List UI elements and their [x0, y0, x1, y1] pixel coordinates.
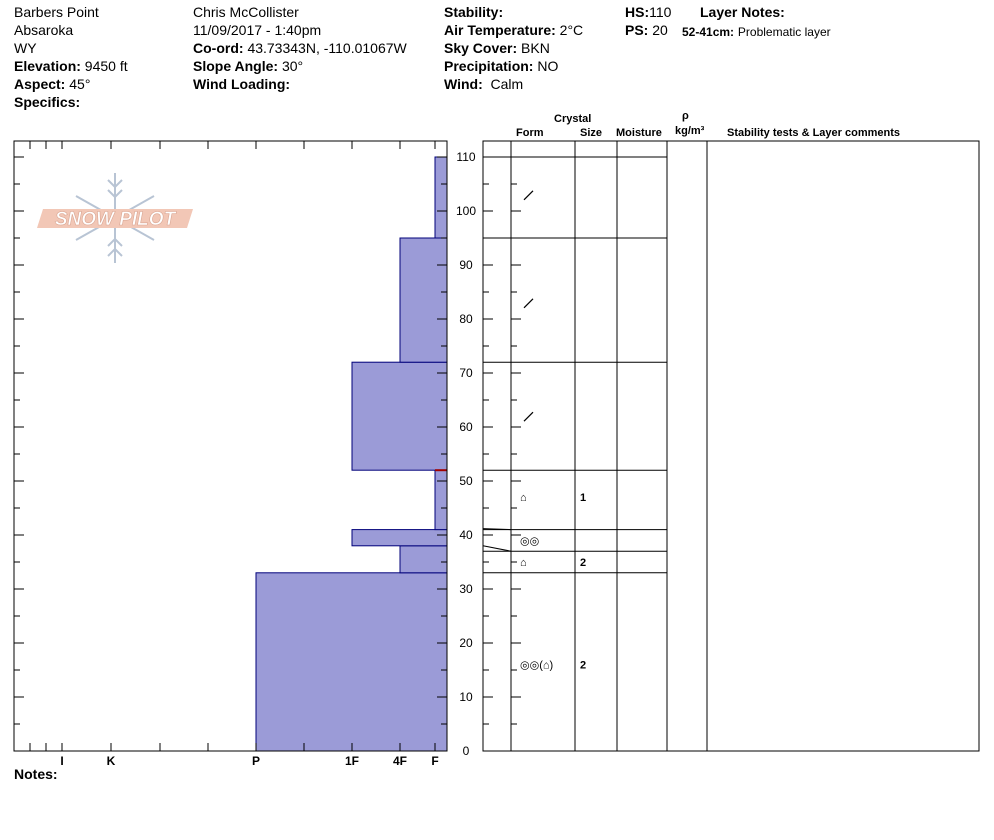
observer-name: Chris McCollister: [193, 4, 299, 20]
aspect-label: Aspect:: [14, 76, 66, 92]
location-name: Barbers Point: [14, 4, 99, 20]
rho-header: ρ: [682, 110, 689, 122]
elevation-label: Elevation:: [14, 58, 81, 74]
specifics-label: Specifics:: [14, 94, 81, 110]
hardness-bar: [400, 546, 447, 573]
hardness-bar: [400, 238, 447, 362]
layer-note-text: Problematic layer: [737, 25, 831, 39]
notes-label: Notes:: [14, 766, 58, 782]
hardness-tick-label: P: [251, 754, 261, 768]
wind-value: Calm: [490, 76, 524, 92]
wind-label: Wind:: [444, 76, 483, 92]
depth-tick-label: 40: [459, 528, 473, 542]
stability-tests-header: Stability tests & Layer comments: [727, 127, 901, 139]
grain-size-label: 2: [580, 557, 587, 569]
precip-label: Precipitation:: [444, 58, 534, 74]
grain-form-symbol: ⌂: [520, 557, 527, 569]
grain-size-label: 1: [580, 492, 587, 505]
decomposing-fragments-symbol: [524, 299, 533, 308]
air-temp-value: 2°C: [559, 22, 584, 38]
layer-table-frame: [483, 141, 979, 751]
hardness-bar: [435, 157, 447, 238]
decomposing-fragments-symbol: [524, 191, 533, 200]
aspect-value: 45°: [69, 76, 91, 92]
observation-datetime: 11/09/2017 - 1:40pm: [193, 22, 322, 38]
hardness-bar: [352, 530, 447, 546]
hardness-tick-label: F: [431, 754, 439, 768]
stability-label: Stability:: [444, 4, 504, 20]
slope-value: 30°: [281, 58, 304, 74]
density-unit-header: kg/m³: [675, 125, 705, 137]
grain-form-symbol: ◎◎(⌂): [520, 659, 554, 672]
hs-value: 110: [649, 4, 672, 20]
slope-label: Slope Angle:: [193, 58, 279, 74]
depth-tick-label: 50: [459, 474, 473, 488]
hs-label: HS:: [625, 4, 650, 20]
hardness-tick-label: 4F: [392, 754, 408, 768]
precip-value: NO: [537, 58, 559, 74]
coord-value: 43.73343N, -110.01067W: [247, 40, 407, 56]
hardness-tick-label: I: [60, 754, 64, 768]
ps-value: 20: [652, 22, 668, 38]
depth-tick-label: 0: [462, 744, 470, 758]
hardness-bar: [352, 362, 447, 470]
ps-label: PS:: [625, 22, 649, 38]
mountain-range: Absaroka: [14, 22, 74, 38]
sky-value: BKN: [521, 40, 550, 56]
state: WY: [14, 40, 37, 56]
depth-tick-label: 110: [456, 150, 476, 164]
depth-tick-label: 20: [459, 636, 473, 650]
air-temp-label: Air Temperature:: [444, 22, 556, 38]
depth-tick-label: 90: [459, 258, 473, 272]
grain-form-symbol: ⌂: [520, 492, 527, 505]
layer-connector-line: [483, 546, 511, 551]
grain-form-symbol: ◎◎: [520, 535, 540, 548]
decomposing-fragments-symbol: [524, 412, 533, 421]
size-header: Size: [580, 127, 603, 139]
depth-tick-label: 30: [459, 582, 473, 596]
depth-tick-label: 100: [455, 204, 477, 218]
hardness-bar: [256, 573, 447, 751]
elevation-value: 9450 ft: [84, 58, 128, 74]
hardness-tick-label: K: [106, 754, 116, 768]
crystal-header: Crystal: [554, 113, 592, 125]
depth-tick-label: 80: [459, 312, 473, 326]
form-header: Form: [516, 127, 544, 139]
logo-text: SNOW PILOT: [54, 209, 176, 230]
snowpilot-logo: [37, 173, 193, 263]
coord-label: Co-ord:: [193, 40, 244, 56]
grain-size-label: 2: [580, 659, 587, 672]
hardness-tick-label: 1F: [344, 754, 360, 768]
depth-tick-label: 70: [459, 366, 473, 380]
depth-tick-label: 60: [459, 420, 473, 434]
moisture-header: Moisture: [616, 127, 662, 139]
wind-loading-label: Wind Loading:: [193, 76, 291, 92]
hardness-bar: [435, 470, 447, 529]
layer-note-range: 52-41cm:: [682, 25, 735, 39]
depth-tick-label: 10: [459, 690, 473, 704]
layer-notes-label: Layer Notes:: [700, 4, 785, 20]
sky-label: Sky Cover:: [444, 40, 518, 56]
